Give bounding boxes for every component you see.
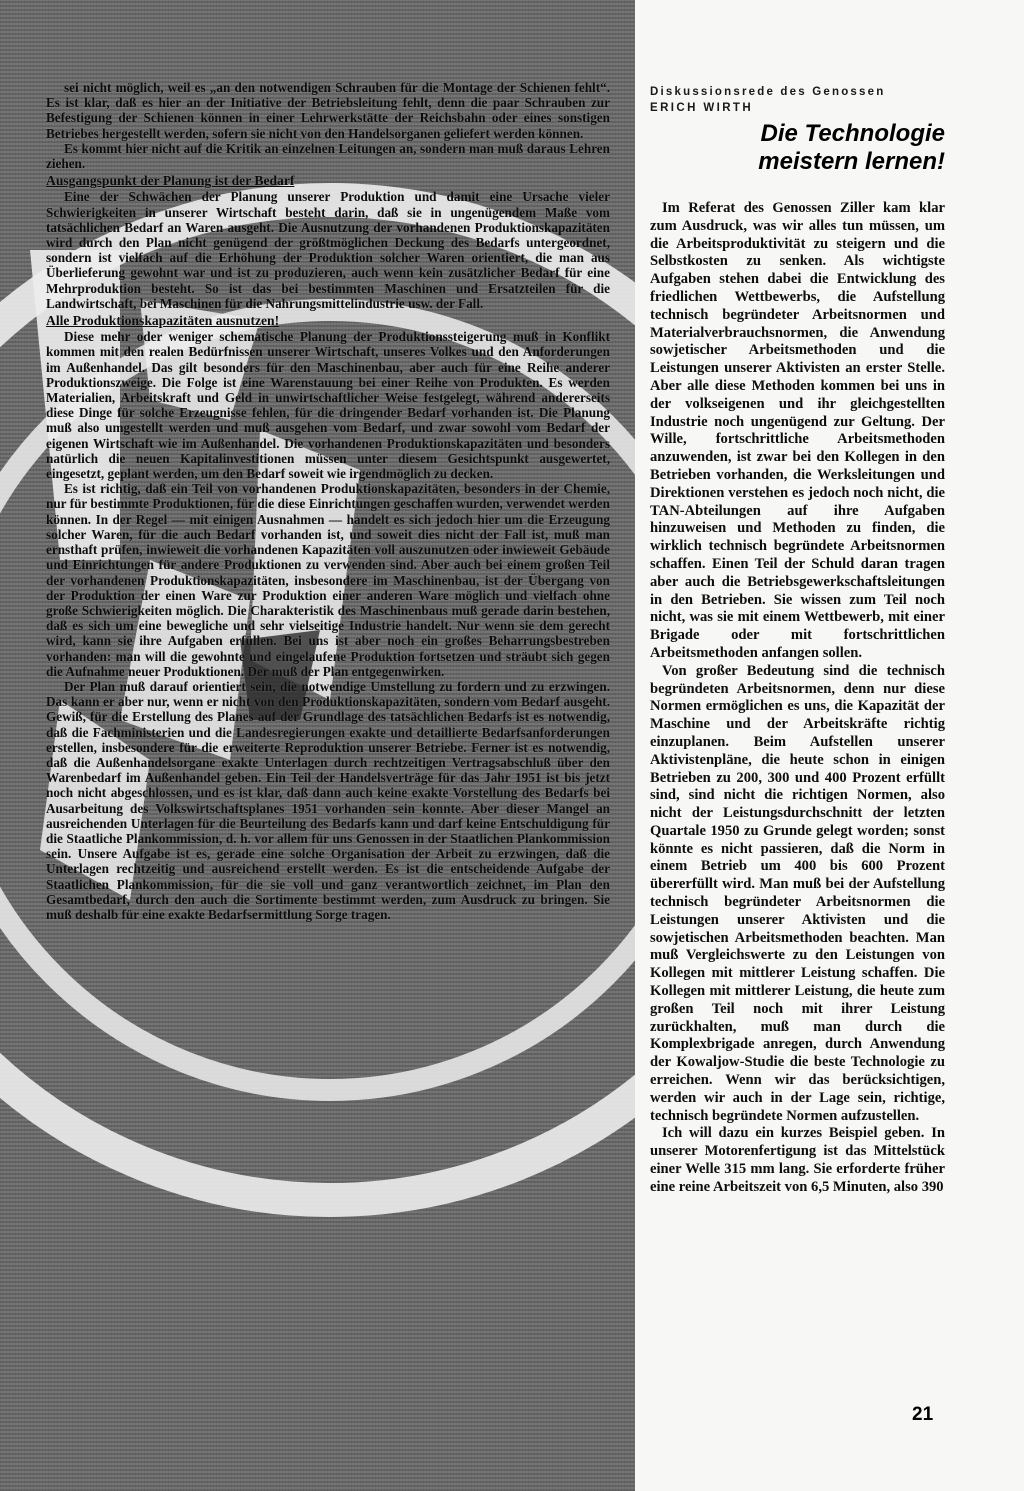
- left-paragraph: sei nicht möglich, weil es „an den notwendigen Schrauben für die Montage der Schienen fehlt“. Es ist klar, daß es hier an der Initiative der Betriebsleitung fehlt, denn die paar Schrauben zur Befestigung der Schienen können in einer Lehrwerkstätte der Reichsbahn oder eines sonstigen Betriebes hergestellt werden, sofern sie nicht von den Handelsorganen geliefert werden können.: [46, 80, 610, 141]
- right-paragraph: Von großer Bedeutung sind die technisch begründeten Arbeitsnormen, denn nur diese Normen ermöglichen es uns, die Kapazität der Maschine und der Arbeitskräfte richtig einzuplanen. Beim Aufstellen unserer Aktivistenpläne, die heute schon in einigen Betrieben zu 200, 300 und 400 Prozent erfüllt sind, sind nicht die richtigen Normen, also nicht der Leistungsdurchschnitt der letzten Quartale 1950 zu Grunde gelegt worden; sonst könnte es nicht passieren, daß die Norm in einem Betrieb um 400 bis 600 Prozent übererfüllt wird. Man muß bei der Aufstellung technisch begründeter Arbeitsnormen die Leistungen unserer Aktivisten und die sowjetischen Arbeitsmethoden beachten. Man muß Vergleichswerte zu den Leistungen von Kollegen mit mittlerer Leistung schaffen. Die Kollegen mit mittlerer Leistung, die heute zum großen Teil noch mit ihrer Leistung zurückhalten, muß man durch die Komplexbrigade anregen, durch Anwendung der Kowaljow-Studie die beste Technologie zu erreichen. Wenn wir das berücksichtigen, werden wir auch in der Lage sein, richtige, technisch begründete Normen aufzustellen.: [650, 662, 945, 1124]
- right-article-text: [650, 200, 945, 1197]
- headline-line: meistern lernen!: [758, 148, 945, 175]
- left-article-text: [46, 80, 610, 922]
- right-paragraph: Ich will dazu ein kurzes Beispiel geben. In unserer Motorenfertigung ist das Mittelstück einer Welle 315 mm lang. Sie erforderte früher eine reine Arbeitszeit von 6,5 Minuten, also 390: [650, 1125, 945, 1195]
- left-paragraph: Es kommt hier nicht auf die Kritik an einzelnen Leitungen an, sondern man muß daraus Lehren ziehen.: [46, 140, 610, 172]
- headline-line: Die Technologie: [760, 120, 945, 147]
- section-heading-kapazitaeten: Alle Produktionskapazitäten ausnutzen!: [46, 313, 280, 329]
- section-heading-bedarf: Ausgangspunkt der Planung ist der Bedarf: [46, 173, 295, 189]
- left-paragraph: Der Plan muß darauf orientiert sein, die notwendige Umstellung zu fordern und zu erzwingen. Das kann er aber nur, wenn er nicht von den Produktionskapazitäten, sondern vom Bedarf ausgeht. Gewiß, für die Erstellung des Planes auf der Grundlage des tatsächlichen Bedarfs ist es notwendig, daß die Fachministerien und die Landesregierungen exakte und detaillierte Bedarfsanforderungen erstellen, insbesondere für die erweiterte Reproduktion unserer Betriebe. Ferner ist es notwendig, daß die Außenhandelsorgane exakte Unterlagen durch rechtzeitigen Vertragsabschluß über den Warenbedarf im Außenhandel geben. Ein Teil der Handelsverträge für das Jahr 1951 ist bis jetzt noch nicht abgeschlossen, und es ist klar, daß dann auch keine exakte Vorstellung des Bedarfs bei Ausarbeitung des Volkswirtschaftsplanes 1951 vorhanden sein konnte. Aber dieser Mangel an ausreichenden Unterlagen für die Beurteilung des Bedarfs kann und darf keine Entschuldigung für die Staatliche Plankommission, d. h. vor allem für uns Genossen in der Staatlichen Plankommission sein. Unsere Aufgabe ist es, gerade eine solche Organisation der Arbeit zu erzwingen, daß die Unterlagen rechtzeitig und ausreichend erstellt werden. Es ist die entscheidende Aufgabe der Staatlichen Plankommission, für die sie voll und ganz verantwortlich zeichnet, im Plan den Gesamtbedarf, durch den auch die Sortimente bestimmt werden, zum Ausdruck zu bringen. Sie muß deshalb für eine exakte Bedarfsermittlung Sorge tragen.: [46, 678, 610, 922]
- article-kicker: Diskussionsrede des Genossen: [650, 86, 886, 98]
- left-paragraph: Diese mehr oder weniger schematische Planung der Produktionssteigerung muß in Konflikt kommen mit den realen Bedürfnissen unserer Wirtschaft, unseres Volkes und den Anforderungen im Außenhandel. Das gilt besonders für den Maschinenbau, aber auch für eine Reihe anderer Produktionszweige. Die Folge ist eine Warenstauung bei einer Reihe von Produkten. Es werden Materialien, Arbeitskraft und Geld in unwirtschaftlicher Weise festgelegt, während andererseits diese Dinge für solche Erzeugnisse fehlen, für die dringender Bedarf vorhanden ist. Die Planung muß also umgestellt werden und muß ausgehen vom Bedarf, und zwar sowohl vom Bedarf der eigenen Wirtschaft wie im Außenhandel. Die vorhandenen Produktionskapazitäten und besonders natürlich die neuen Kapitalinvestitionen müssen unter diesem Gesichtspunkt ausgewertet, eingesetzt, geplant werden, um den Bedarf soweit wie irgendmöglich zu decken.: [46, 329, 610, 482]
- right-paragraph: Im Referat des Genossen Ziller kam klar zum Ausdruck, was wir alles tun müssen, um die Arbeitsproduktivität zu steigern und die Selbstkosten zu senken. Als wichtigste Aufgaben stehen dabei die Entwicklung des friedlichen Wettbewerbs, die Aufstellung technisch begründeter Arbeitsnormen und Materialverbrauchsnormen, die Anwendung sowjetischer Arbeitsmethoden und die Leistungen unserer Aktivisten an erster Stelle. Aber alle diese Methoden kommen bei uns in der volkseigenen und ihr gleichgestellten Industrie noch ungenügend zur Geltung. Der Wille, fortschrittliche Arbeitsmethoden anzuwenden, ist zwar bei den Kollegen in den Betrieben vorhanden, die Werksleitungen und Direktionen verstehen es jedoch noch nicht, die TAN-Abteilungen auf ihre Aufgaben hinzuweisen und Methoden zu finden, die wirklich technisch begründete Arbeitsnormen schaffen. Einen Teil der Schuld daran tragen aber auch die Betriebsgewerkschaftsleitungen in den Betrieben. Sie wissen zum Teil noch nicht, was sie mit einem Wettbewerb, mit einer Brigade oder mit fortschrittlichen Arbeitsmethoden anfangen sollen.: [650, 200, 945, 661]
- article-headline: [650, 120, 945, 176]
- left-paragraph: Es ist richtig, daß ein Teil von vorhandenen Produktionskapazitäten, besonders in der Chemie, nur für bestimmte Produktionen, für die diese Einrichtungen geschaffen wurden, verwendet werden können. In der Regel — mit einigen Ausnahmen — handelt es sich jedoch hier um die Erzeugung solcher Waren, für die auch Bedarf vorhanden ist, und soweit dies nicht der Fall ist, muß man ernsthaft prüfen, inwieweit die vorhandenen Kapazitäten voll auszunutzen oder inwieweit Gebäude und Einrichtungen für andere Produktionen zu verwenden sind. Aber auch bei einem großen Teil der vorhandenen Produktionskapazitäten, insbesondere im Maschinenbau, ist der Übergang von der Produktion der einen Ware zur Produktion einer anderen Ware möglich und vielfach ohne große Schwierigkeiten möglich. Die Charakteristik des Maschinenbaus muß gerade darin bestehen, daß es sich um eine bewegliche und sehr vielseitige Industrie handelt. Nur wenn sie dem gerecht wird, kann sie ihre Aufgaben erfüllen. Bei uns ist aber noch ein großes Beharrungsbestreben vorhanden: man will die gewohnte und eingelaufene Produktion fortsetzen und sträubt sich gegen die Aufnahme neuer Produktionen. Der muß der Plan entgegenwirken.: [46, 481, 610, 679]
- left-paragraph: Eine der Schwächen der Planung unserer Produktion und damit eine Ursache vieler Schwierigkeiten in unserer Wirtschaft besteht darin, daß sie in ungenügendem Maße vom tatsächlichen Bedarf an Waren ausgeht. Die Ausnutzung der vorhandenen Produktionskapazitäten wird durch den Plan nicht genügend der größtmöglichen Deckung des Bedarfs untergeordnet, sondern ist vielfach auf die Erhöhung der Produktion solcher Waren orientiert, die man aus Überlieferung gewohnt war und ist zu produzieren, auch wenn kein zusätzlicher Bedarf für eine Mehrproduktion besteht. So ist das bei bestimmten Maschinen und Ersatzteilen für die Landwirtschaft, bei Maschinen für die Nahrungsmittelindustrie usw. der Fall.: [46, 189, 610, 311]
- right-article-column: [650, 86, 945, 1197]
- page-number: 21: [912, 1404, 934, 1425]
- article-author: ERICH WIRTH: [650, 102, 754, 114]
